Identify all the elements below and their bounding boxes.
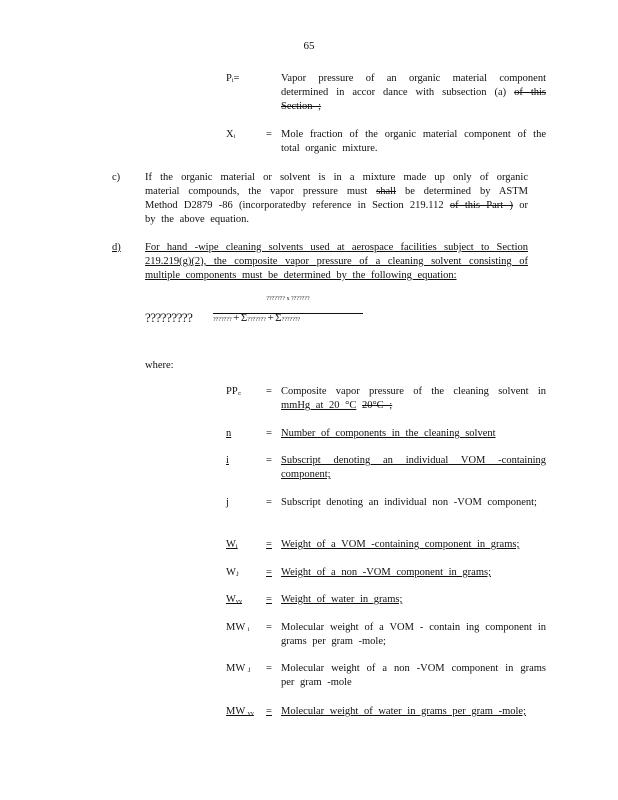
definition-text-underlined: mmHg at 20 °C <box>281 400 357 411</box>
definition-text: Molecular weight of a VOM - contain ing component in grams per gram -mole; <box>281 622 546 647</box>
paragraph-label: d) <box>112 242 121 253</box>
definition-equals: = <box>266 622 272 633</box>
definition-equals: = <box>266 663 272 674</box>
definition-text: Weight of a VOM -containing component in grams; <box>281 539 520 550</box>
definition-symbol: j <box>226 497 229 508</box>
paragraph-text: For hand -wipe cleaning solvents used at aerospace facilities subject to Section 219.219(g)(2), the composite vapor pressure of a cleaning solvent consisting of multiple components must be determined by the following equation: <box>145 242 528 281</box>
definition-text: Number of components in the cleaning solvent <box>281 428 496 439</box>
definition-text-plain: Composite vapor pressure of the cleaning solvent in <box>281 386 546 397</box>
formula-sigma: Σ <box>240 312 248 324</box>
definition-mwi <box>226 621 546 649</box>
definition-text: Molecular weight of water in grams per gram -mole; <box>281 706 527 717</box>
where-label: where: <box>145 360 174 371</box>
composite-vapor-pressure-formula <box>145 296 375 344</box>
formula-plus: + <box>267 312 274 324</box>
definition-ww <box>226 593 546 607</box>
paragraph-text-part: If the organic material or solvent is in a mixture made up only of organic material compounds, the vapor pressure must <box>145 172 528 197</box>
definition-j <box>226 496 546 524</box>
definition-equals: = <box>266 594 272 605</box>
definition-symbol: n <box>226 428 232 439</box>
definition-text: Subscript denoting an individual non -VOM component; <box>281 497 537 508</box>
definition-symbol: MW ⱼ <box>226 663 251 674</box>
formula-term: ??????? <box>247 317 266 323</box>
definition-mww <box>226 705 546 719</box>
definition-symbol: PP꜀ <box>226 386 242 397</box>
page-number: 65 <box>303 40 315 52</box>
paragraph-text <box>145 171 528 227</box>
definition-equals: = <box>266 567 272 578</box>
paragraph-label: c) <box>112 172 121 183</box>
paragraph-text-struck: shall <box>376 186 397 197</box>
definition-equals: = <box>266 386 272 397</box>
definition-equals: = <box>266 706 272 717</box>
definition-text: Weight of water in grams; <box>281 594 403 605</box>
definition-mwj <box>226 662 546 690</box>
formula-sigma: Σ <box>275 312 282 324</box>
definition-symbol: Wⱼ <box>226 567 239 578</box>
definition-symbol: Wᵥᵥ <box>226 594 243 605</box>
definition-text-plain: Vapor pressure of an organic material component determined in accor dance with subsection (a) <box>281 73 546 98</box>
definition-n <box>226 427 546 441</box>
definition-pi <box>226 72 546 114</box>
definition-text: Subscript denoting an individual VOM -containing component; <box>281 455 546 480</box>
definition-text-struck: of this Section ; <box>281 87 546 112</box>
formula-plus: + <box>233 312 240 324</box>
formula-numerator: ??????? x ??????? <box>266 296 310 302</box>
paragraph-text-part: be determined by ASTM Method D2879 -86 (incorporatedby reference in Section 219.112 <box>145 186 529 211</box>
definition-symbol: Xᵢ <box>226 129 236 140</box>
paragraph-text-struck: of this Part ) <box>449 200 513 211</box>
formula-term: ??????? <box>213 317 232 323</box>
formula-denominator <box>213 312 363 324</box>
definition-equals: = <box>266 455 272 466</box>
definition-equals: = <box>266 497 272 508</box>
definition-symbol: Pᵢ= <box>226 73 240 84</box>
definition-text-struck: 20°C ; <box>361 400 393 411</box>
definition-text: Molecular weight of a non -VOM component in grams per gram -mole <box>281 663 546 688</box>
definition-equals: = <box>266 539 272 550</box>
definition-equals: = <box>266 428 272 439</box>
paragraph-text-part: or by the above equation. <box>145 200 528 225</box>
definition-text <box>281 72 546 114</box>
definition-symbol: MW ᵢ <box>226 622 250 633</box>
paragraph-d <box>112 241 532 283</box>
paragraph-c <box>112 171 532 227</box>
definition-wj <box>226 566 546 580</box>
definition-symbol: MW ᵥᵥ <box>226 706 254 717</box>
definition-text: Mole fraction of the organic material component of the total organic mixture. <box>281 129 546 154</box>
formula-term: ??????? <box>281 317 301 323</box>
definition-text <box>281 385 546 413</box>
formula-lhs: ????????? <box>145 310 193 325</box>
definition-symbol: i <box>226 455 229 466</box>
definition-equals: = <box>266 129 272 140</box>
definition-i <box>226 454 546 482</box>
definition-wi <box>226 538 546 552</box>
definition-xi <box>226 128 546 156</box>
definition-symbol: Wᵢ <box>226 539 238 550</box>
definition-ppc <box>226 385 546 413</box>
definition-text: Weight of a non -VOM component in grams; <box>281 567 491 578</box>
